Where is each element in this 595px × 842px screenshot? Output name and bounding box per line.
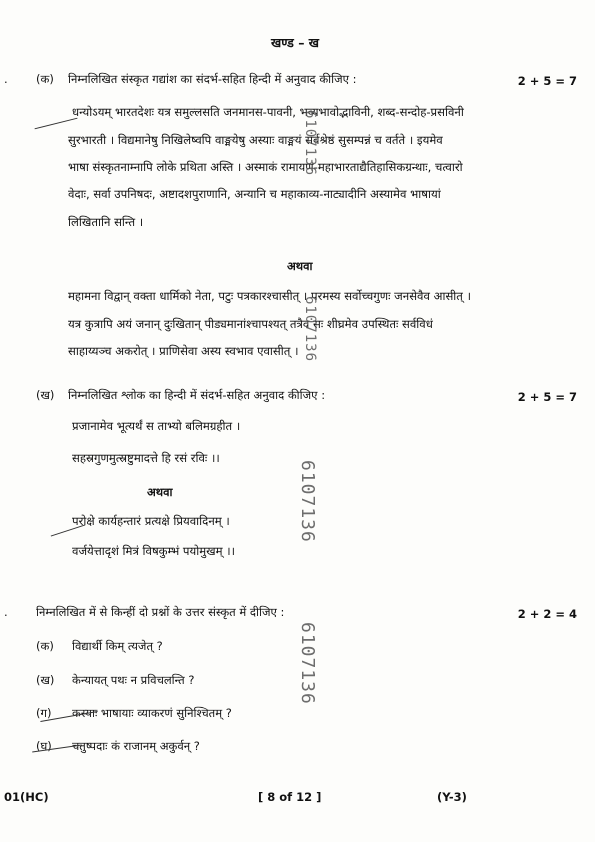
page-number: [ 8 of 12 ]	[258, 790, 322, 804]
or-divider: अथवा	[147, 485, 173, 499]
q1a-label: (क)	[36, 72, 54, 86]
footer-code: 01(HC)	[4, 790, 49, 804]
q1b-marks: 2 + 5 = 7	[517, 390, 577, 404]
verse-line: परोक्षे कार्यहन्तारं प्रत्यक्षे प्रियवादिनम् ।	[72, 514, 230, 528]
verse-line: वर्जयेत्तादृशं मित्रं विषकुम्भं पयोमुखम् ।।	[72, 544, 236, 558]
q1a-marks: 2 + 5 = 7	[517, 74, 577, 88]
question-number: .	[4, 72, 8, 86]
alt-passage-line: महामना विद्वान् वक्ता धार्मिको नेता, पटुः पत्रकारश्चासीत् । परमस्य सर्वोच्चगुणः जनसेवैव आसीत् ।	[68, 289, 471, 303]
pen-stroke	[35, 118, 78, 130]
question-number: .	[4, 605, 8, 619]
passage-line: भाषा संस्कृतनाम्नापि लोके प्रथिता अस्ति । अस्माकं रामायण-महाभारताद्यैतिहासिकग्रन्थाः, चत्वारो	[68, 160, 463, 174]
serial-stamp: 6107136	[302, 110, 318, 177]
verse-line: प्रजानामेव भूत्यर्थं स ताभ्यो बलिमग्रहीत ।	[72, 419, 241, 433]
serial-stamp: 6107136	[302, 296, 318, 363]
q2-item-label: (घ)	[36, 739, 52, 753]
q2-item-text: कस्याः भाषायाः व्याकरणं सुनिश्चितम् ?	[72, 706, 232, 720]
q2-item-label: (ग)	[36, 706, 52, 720]
passage-line: धन्योऽयम् भारतदेशः यत्र समुल्लसति जनमानस-पावनी, भव्यभावोद्भाविनी, शब्द-सन्दोह-प्रसविनी	[72, 105, 464, 119]
serial-stamp: 6107136	[297, 622, 318, 705]
passage-line: वेदाः, सर्वा उपनिषदः, अष्टादशपुराणानि, अन्यानि च महाकाव्य-नाट्यादीनि अस्यामेव भाषायां	[68, 187, 441, 201]
section-title: खण्ड – ख	[271, 35, 320, 50]
passage-line: सुरभारती । विद्यमानेषु निखिलेष्वपि वाङ्मयेषु अस्याः वाङ्मयं सर्वश्रेष्ठं सुसम्पन्नं च वर्तते । इयमेव	[68, 133, 443, 147]
q2-marks: 2 + 2 = 4	[517, 607, 577, 621]
footer-series: (Y-3)	[437, 790, 467, 804]
q1a-instruction: निम्नलिखित संस्कृत गद्यांश का संदर्भ-सहित हिन्दी में अनुवाद कीजिए :	[68, 72, 357, 86]
or-divider: अथवा	[287, 259, 313, 273]
q2-item-label: (क)	[36, 639, 54, 653]
q2-item-label: (ख)	[36, 673, 55, 687]
passage-line: लिखितानि सन्ति ।	[68, 215, 144, 229]
q2-item-text: केन्यायत् पथः न प्रविचलन्ति ?	[72, 673, 195, 687]
q1b-instruction: निम्नलिखित श्लोक का हिन्दी में संदर्भ-सहित अनुवाद कीजिए :	[68, 388, 326, 402]
alt-passage-line: यत्र कुत्रापि अयं जनान् दुःखितान् पीड्यमानांश्चापश्यत् तत्रैव सः शीघ्रमेव उपस्थितः सर्वविधं	[68, 317, 433, 331]
q1b-label: (ख)	[36, 388, 55, 402]
q2-item-text: विद्यार्थी किम् त्यजेत् ?	[72, 639, 163, 653]
verse-line: सहस्रगुणमुत्स्रष्टुमादत्ते हि रसं रविः ।।	[72, 451, 220, 465]
serial-stamp: 6107136	[297, 460, 318, 543]
q2-item-text: चतुष्पदाः कं राजानम् अकुर्वन् ?	[72, 739, 200, 753]
alt-passage-line: साहाय्यञ्च अकरोत् । प्राणिसेवा अस्य स्वभाव एवासीत् ।	[68, 344, 299, 358]
pen-stroke	[51, 524, 86, 536]
q2-instruction: निम्नलिखित में से किन्हीं दो प्रश्नों के उत्तर संस्कृत में दीजिए :	[36, 605, 285, 619]
